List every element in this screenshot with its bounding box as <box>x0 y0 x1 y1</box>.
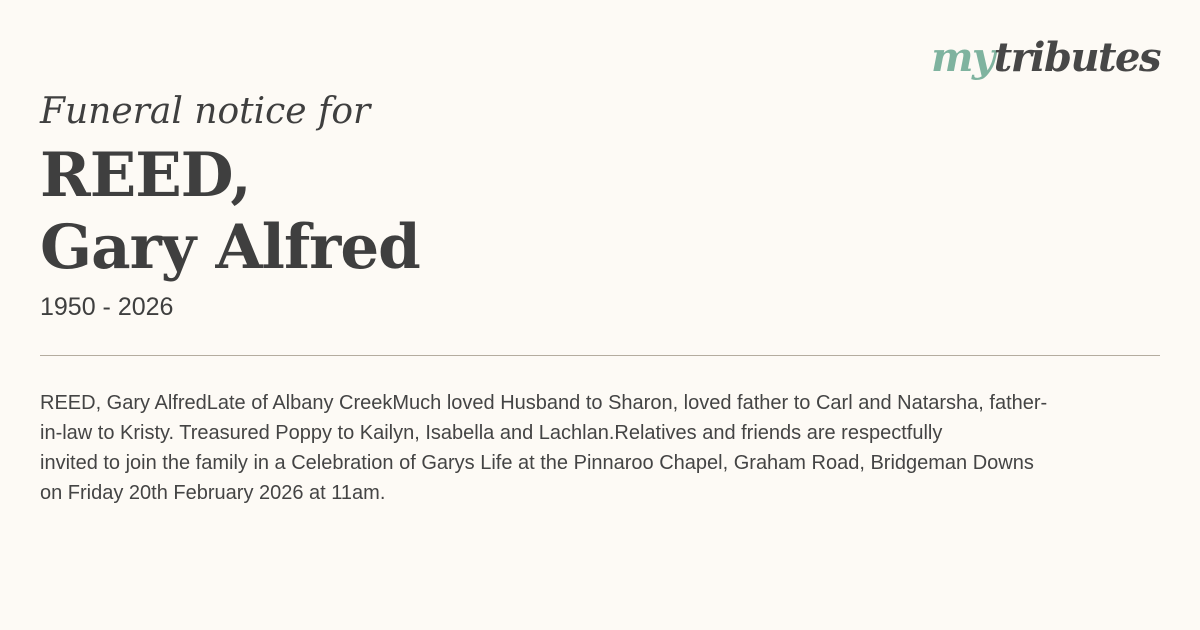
mytributes-logo[interactable] <box>931 32 1160 84</box>
deceased-given-names: Gary Alfred <box>40 212 420 283</box>
notice-text-line: on Friday 20th February 2026 at 11am. <box>40 482 386 504</box>
deceased-name <box>40 140 420 284</box>
notice-text-line: invited to join the family in a Celebration of Garys Life at the Pinnaroo Chapel, Graham Road, Bridgeman Downs <box>40 452 1034 474</box>
notice-intro: Funeral notice for <box>40 91 371 132</box>
logo-tributes: tributes <box>993 34 1160 81</box>
divider <box>40 355 1160 356</box>
notice-text-line: in-law to Kristy. Treasured Poppy to Kailyn, Isabella and Lachlan.Relatives and friends are respectfully <box>40 422 943 444</box>
logo-my: my <box>931 34 994 81</box>
life-years: 1950 - 2026 <box>40 293 174 321</box>
notice-text-line: REED, Gary AlfredLate of Albany CreekMuch loved Husband to Sharon, loved father to Carl and Natarsha, father- <box>40 392 1048 414</box>
notice-text <box>40 388 1160 508</box>
deceased-surname: REED, <box>40 140 251 211</box>
